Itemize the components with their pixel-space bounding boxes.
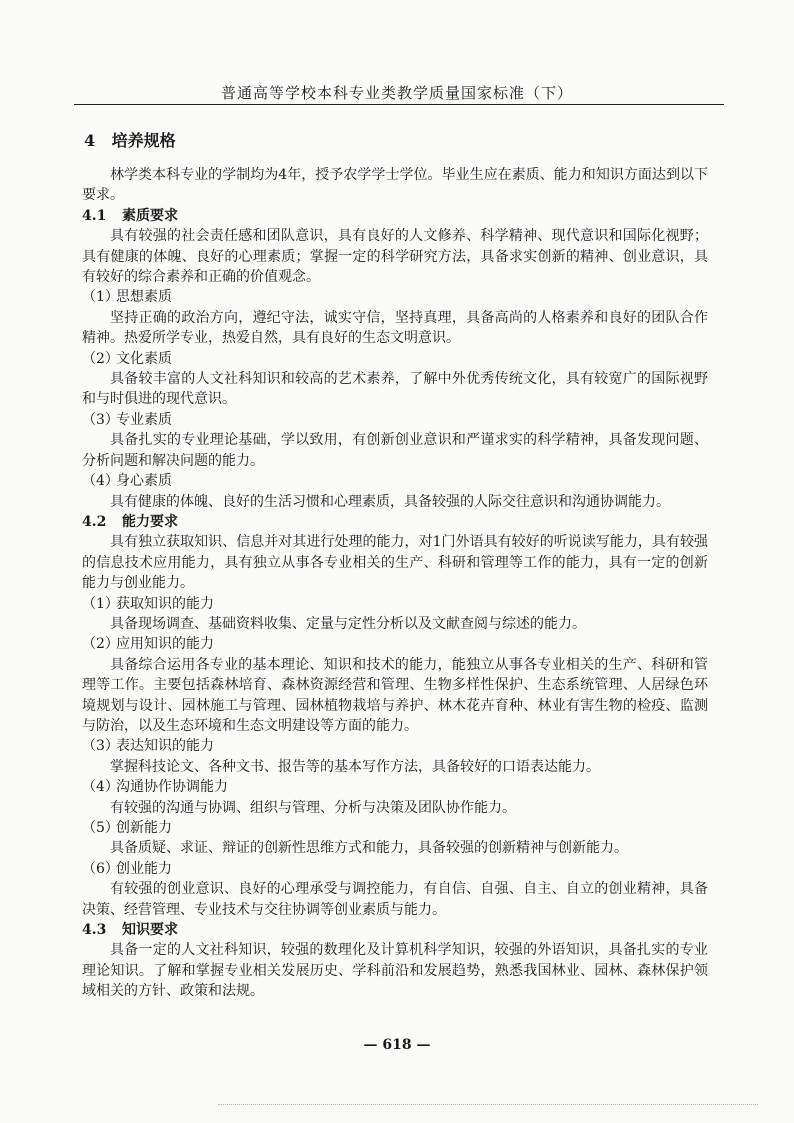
item-title: 表达知识的能力: [116, 738, 214, 755]
item-text: 有较强的沟通与协调、组织与管理、分析与决策及团队协作能力。: [110, 799, 516, 816]
item-number: （1）: [82, 289, 119, 306]
item-heading: [82, 634, 708, 654]
item-text: 掌握科技论文、各种文书、报告等的基本写作方法，具备较好的口语表达能力。: [110, 758, 600, 775]
item-number: （5）: [82, 820, 119, 836]
item-title: 获取知识的能力: [116, 595, 214, 612]
item-number: （3）: [82, 738, 119, 755]
page-number: — 618 —: [363, 1037, 431, 1053]
item-heading: [82, 410, 708, 430]
item-text: 具备综合运用各专业的基本理论、知识和技术的能力，能独立从事各专业相关的生产、科研和管理等工作。主要包括森林培育、森林资源经营和管理、生物多样性保护、生态系统管理、人居绿色环境规划与设计、园林施工与管理、园林植物栽培与养护、林木花卉育种、林业有害生物的检疫、监测与防治，以及生态环境和生态文明建设等方面的能力。: [82, 656, 708, 734]
item-text: 具备较丰富的人文社科知识和较高的艺术素养，了解中外优秀传统文化，具有较宽广的国际视野和与时俱进的现代意识。: [82, 371, 708, 408]
subsection-number: 4.1: [82, 207, 107, 224]
item-number: （6）: [82, 860, 119, 877]
subsection-number: 4.2: [82, 513, 107, 530]
item-heading: [82, 859, 708, 879]
subsection-heading-4-2: [82, 512, 708, 532]
item-heading: [82, 777, 708, 797]
item-number: （3）: [82, 411, 119, 428]
item-title: 沟通协作协调能力: [116, 779, 228, 796]
item-title: 思想素质: [116, 289, 172, 306]
subsection-intro: 具有独立获取知识、信息并对其进行处理的能力，对1门外语具有较好的听说读写能力，具有较强的信息技术应用能力，具有独立从事各专业相关的生产、科研和管理等工作的能力，具有一定的创新能力与创业能力。: [82, 534, 708, 592]
item-heading: [82, 287, 708, 307]
section-intro: 林学类本科专业的学制均为4年，授予农学学士学位。毕业生应在素质、能力和知识方面达到以下要求。: [82, 167, 708, 204]
section-heading: [82, 130, 708, 152]
subsection-title: 能力要求: [122, 513, 178, 530]
scan-artifact: [218, 1104, 758, 1108]
item-heading: [82, 594, 708, 614]
item-number: （1）: [82, 595, 119, 612]
item-text: 坚持正确的政治方向，遵纪守法，诚实守信，坚持真理，具备高尚的人格素养和良好的团队合作精神。热爱所学专业，热爱自然，具有良好的生态文明意识。: [82, 309, 708, 347]
header-rule: [74, 104, 724, 105]
item-title: 专业素质: [116, 411, 172, 428]
item-title: 创新能力: [116, 820, 172, 836]
subsection-heading-4-1: [82, 206, 708, 226]
item-heading: [82, 818, 708, 838]
item-title: 创业能力: [116, 860, 172, 877]
item-heading: [82, 471, 708, 491]
item-text: 具备现场调查、基础资料收集、定量与定性分析以及文献查阅与综述的能力。: [110, 615, 586, 632]
item-text: 有较强的创业意识、良好的心理承受与调控能力，有自信、自强、自主、自立的创业精神，具备决策、经营管理、专业技术与交往协调等创业素质与能力。: [82, 881, 708, 918]
page-body: [82, 130, 708, 1002]
item-heading: [82, 736, 708, 756]
item-number: （4）: [82, 779, 119, 796]
subsection-heading-4-3: [82, 920, 708, 940]
item-number: （2）: [82, 636, 119, 653]
subsection-number: 4.3: [82, 922, 107, 939]
item-number: （4）: [82, 473, 119, 490]
subsection-title: 知识要求: [122, 922, 178, 939]
subsection-title: 素质要求: [122, 207, 178, 224]
subsection-intro: 具备一定的人文社科知识，较强的数理化及计算机科学知识，较强的外语知识，具备扎实的专业理论知识。了解和掌握专业相关发展历史、学科前沿和发展趋势，熟悉我国林业、园林、森林保护领域相关的方针、政策和法规。: [82, 942, 708, 1000]
item-text: 具备扎实的专业理论基础，学以致用，有创新创业意识和严谨求实的科学精神，具备发现问题、分析问题和解决问题的能力。: [82, 432, 708, 469]
item-text: 具备质疑、求证、辩证的创新性思维方式和能力，具备较强的创新精神与创新能力。: [110, 840, 628, 857]
item-title: 文化素质: [116, 350, 172, 367]
subsection-intro: 具有较强的社会责任感和团队意识，具有良好的人文修养、科学精神、现代意识和国际化视野；具有健康的体魄、良好的心理素质；掌握一定的科学研究方法，具备求实创新的精神、创业意识，具有较好的综合素养和正确的价值观念。: [82, 228, 708, 286]
section-number: 4: [84, 131, 96, 150]
item-heading: [82, 349, 708, 369]
item-title: 应用知识的能力: [116, 636, 214, 653]
item-number: （2）: [82, 350, 119, 367]
item-title: 身心素质: [116, 473, 172, 490]
section-title: 培养规格: [111, 131, 176, 150]
running-header: 普通高等学校本科专业类教学质量国家标准（下）: [220, 84, 573, 102]
item-text: 具有健康的体魄、良好的生活习惯和心理素质，具备较强的人际交往意识和沟通协调能力。: [110, 493, 670, 510]
